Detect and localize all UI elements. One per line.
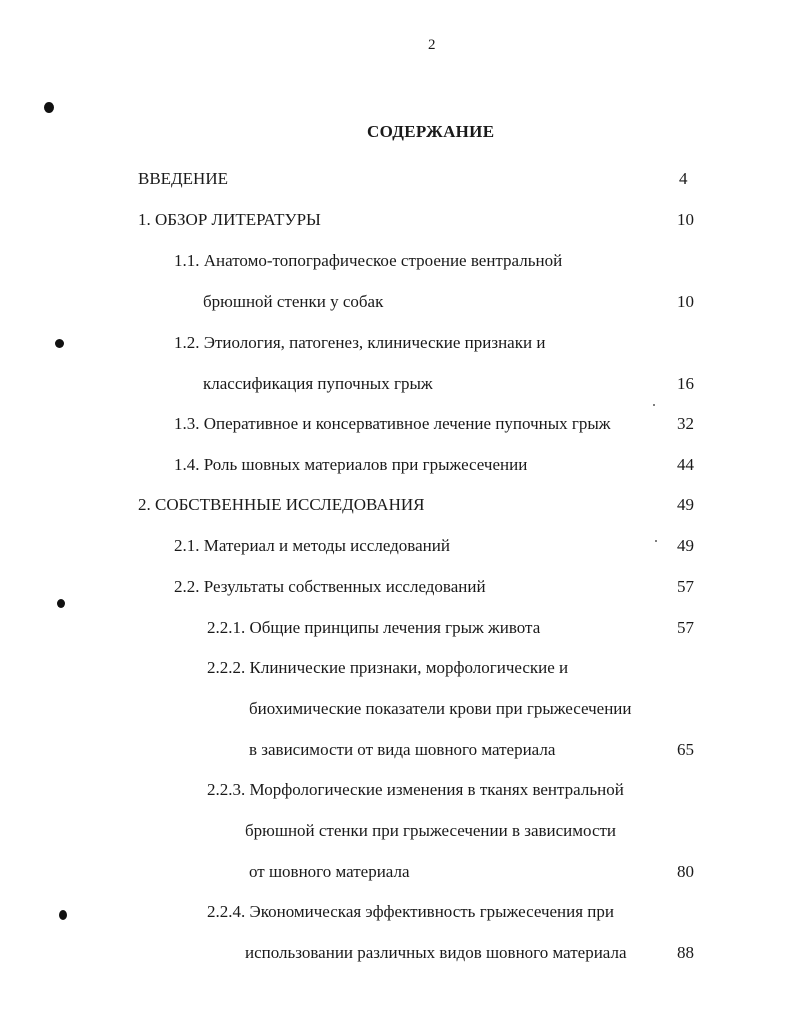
toc-entry-text: использовании различных видов шовного материала bbox=[245, 943, 627, 962]
toc-entry-text: ВВЕДЕНИЕ bbox=[138, 169, 228, 188]
toc-entry-text: от шовного материала bbox=[249, 862, 410, 881]
toc-entry-text: 1. ОБЗОР ЛИТЕРАТУРЫ bbox=[138, 210, 321, 229]
toc-entry-page: 10 bbox=[677, 292, 694, 311]
toc-entry-page: 16 bbox=[677, 374, 694, 393]
toc-entry-text: классификация пупочных грыж bbox=[203, 374, 433, 393]
toc-entry-text: 1.1. Анатомо-топографическое строение вентральной bbox=[174, 251, 563, 270]
toc-entry-text: биохимические показатели крови при грыжесечении bbox=[249, 699, 632, 718]
scan-speck bbox=[653, 404, 655, 406]
toc-entry-text: брюшной стенки у собак bbox=[203, 292, 384, 311]
scan-mark bbox=[55, 339, 64, 348]
toc-entry-page: 88 bbox=[677, 943, 694, 962]
toc-entry-page: 65 bbox=[677, 740, 694, 759]
toc-entry-page: 80 bbox=[677, 862, 694, 881]
scan-mark bbox=[44, 102, 54, 113]
toc-entry-page: 44 bbox=[677, 455, 694, 474]
scan-mark bbox=[57, 599, 65, 608]
toc-entry-page: 32 bbox=[677, 414, 694, 433]
page-title: СОДЕРЖАНИЕ bbox=[367, 122, 495, 141]
toc-entry-page: 4 bbox=[679, 169, 688, 188]
toc-entry-text: в зависимости от вида шовного материала bbox=[249, 740, 556, 759]
scan-speck bbox=[655, 540, 657, 542]
toc-entry-page: 49 bbox=[677, 536, 694, 555]
toc-entry-page: 10 bbox=[677, 210, 694, 229]
toc-entry-text: 1.2. Этиология, патогенез, клинические признаки и bbox=[174, 333, 546, 352]
page-number: 2 bbox=[428, 37, 436, 53]
toc-entry-text: 1.3. Оперативное и консервативное лечение пупочных грыж bbox=[174, 414, 611, 433]
toc-entry-page: 49 bbox=[677, 495, 694, 514]
toc-entry-text: 2.1. Материал и методы исследований bbox=[174, 536, 450, 555]
toc-entry-page: 57 bbox=[677, 618, 694, 637]
toc-entry-page: 57 bbox=[677, 577, 694, 596]
toc-entry-text: 2.2.4. Экономическая эффективность грыжесечения при bbox=[207, 902, 615, 921]
toc-entry-text: брюшной стенки при грыжесечении в зависимости bbox=[245, 821, 617, 840]
toc-entry-text: 2.2. Результаты собственных исследований bbox=[174, 577, 486, 596]
toc-entry-text: 2. СОБСТВЕННЫЕ ИССЛЕДОВАНИЯ bbox=[138, 495, 425, 514]
scan-mark bbox=[59, 910, 67, 920]
toc-entry-text: 2.2.2. Клинические признаки, морфологические и bbox=[207, 658, 569, 677]
toc-entry-text: 2.2.1. Общие принципы лечения грыж живота bbox=[207, 618, 541, 637]
toc-entry-text: 1.4. Роль шовных материалов при грыжесечении bbox=[174, 455, 528, 474]
toc-entry-text: 2.2.3. Морфологические изменения в тканях вентральной bbox=[207, 780, 624, 799]
